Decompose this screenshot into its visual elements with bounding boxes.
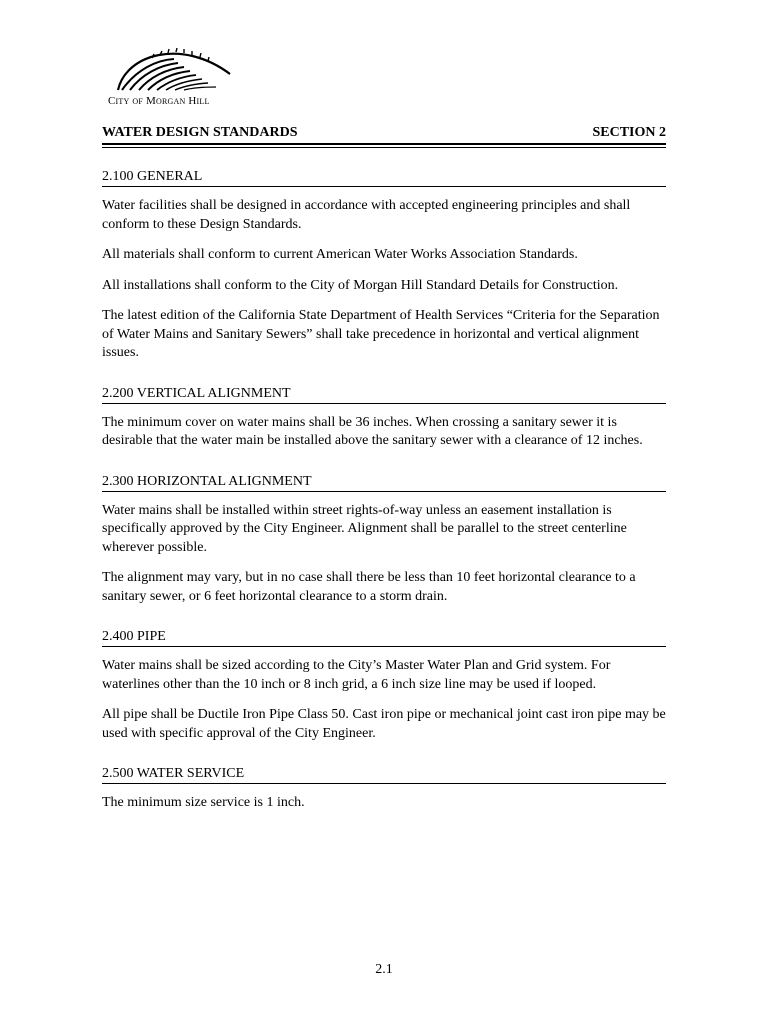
document-body xyxy=(102,168,666,825)
paragraph: Water facilities shall be designed in accordance with accepted engineering principles and shall conform to these Design Standards. xyxy=(102,198,631,232)
paragraph: The alignment may vary, but in no case shall there be less than 10 feet horizontal clearance to a sanitary sewer, or 6 feet horizontal clearance to a storm drain. xyxy=(102,570,636,604)
section-pipe xyxy=(102,628,666,743)
section-water-service xyxy=(102,765,666,813)
city-logo xyxy=(108,44,240,108)
section-heading: 2.300 HORIZONTAL ALIGNMENT xyxy=(102,473,666,492)
paragraph: All materials shall conform to current American Water Works Association Standards. xyxy=(102,247,578,262)
section-heading: 2.100 GENERAL xyxy=(102,168,666,187)
city-name-label: City of Morgan Hill xyxy=(108,95,210,107)
paragraph: The latest edition of the California State Department of Health Services “Criteria for the Separation of Water Mains and Sanitary Sewers” shall take precedence in horizontal and vertical alignment issues. xyxy=(102,308,660,360)
section-horizontal-alignment xyxy=(102,473,666,607)
section-general xyxy=(102,168,666,363)
hills-logo-icon xyxy=(112,44,236,94)
header-rule xyxy=(102,143,666,145)
page-number: 2.1 xyxy=(375,962,393,977)
document-header xyxy=(102,124,666,143)
paragraph: The minimum cover on water mains shall be 36 inches. When crossing a sanitary sewer it is desirable that the water main be installed above the sanitary sewer with a clearance of 12 inches. xyxy=(102,414,643,448)
paragraph: All pipe shall be Ductile Iron Pipe Class 50. Cast iron pipe or mechanical joint cast iron pipe may be used with specific approval of the City Engineer. xyxy=(102,707,666,741)
section-heading: 2.400 PIPE xyxy=(102,628,666,647)
paragraph: All installations shall conform to the City of Morgan Hill Standard Details for Construction. xyxy=(102,277,619,293)
paragraph: Water mains shall be installed within street rights-of-way unless an easement installation is specifically approved by the City Engineer. Alignment shall be parallel to the street centerline wherever possible. xyxy=(102,502,627,555)
header-rule-double xyxy=(102,147,666,148)
section-heading: 2.500 WATER SERVICE xyxy=(102,765,666,784)
section-label: SECTION 2 xyxy=(592,125,666,140)
paragraph: Water mains shall be sized according to the City’s Master Water Plan and Grid system. For waterlines other than the 10 inch or 8 inch grid, a 6 inch size line may be used if looped. xyxy=(102,658,611,692)
section-vertical-alignment xyxy=(102,385,666,451)
section-heading: 2.200 VERTICAL ALIGNMENT xyxy=(102,385,666,404)
paragraph: The minimum size service is 1 inch. xyxy=(102,795,305,810)
document-title: WATER DESIGN STANDARDS xyxy=(102,125,298,140)
